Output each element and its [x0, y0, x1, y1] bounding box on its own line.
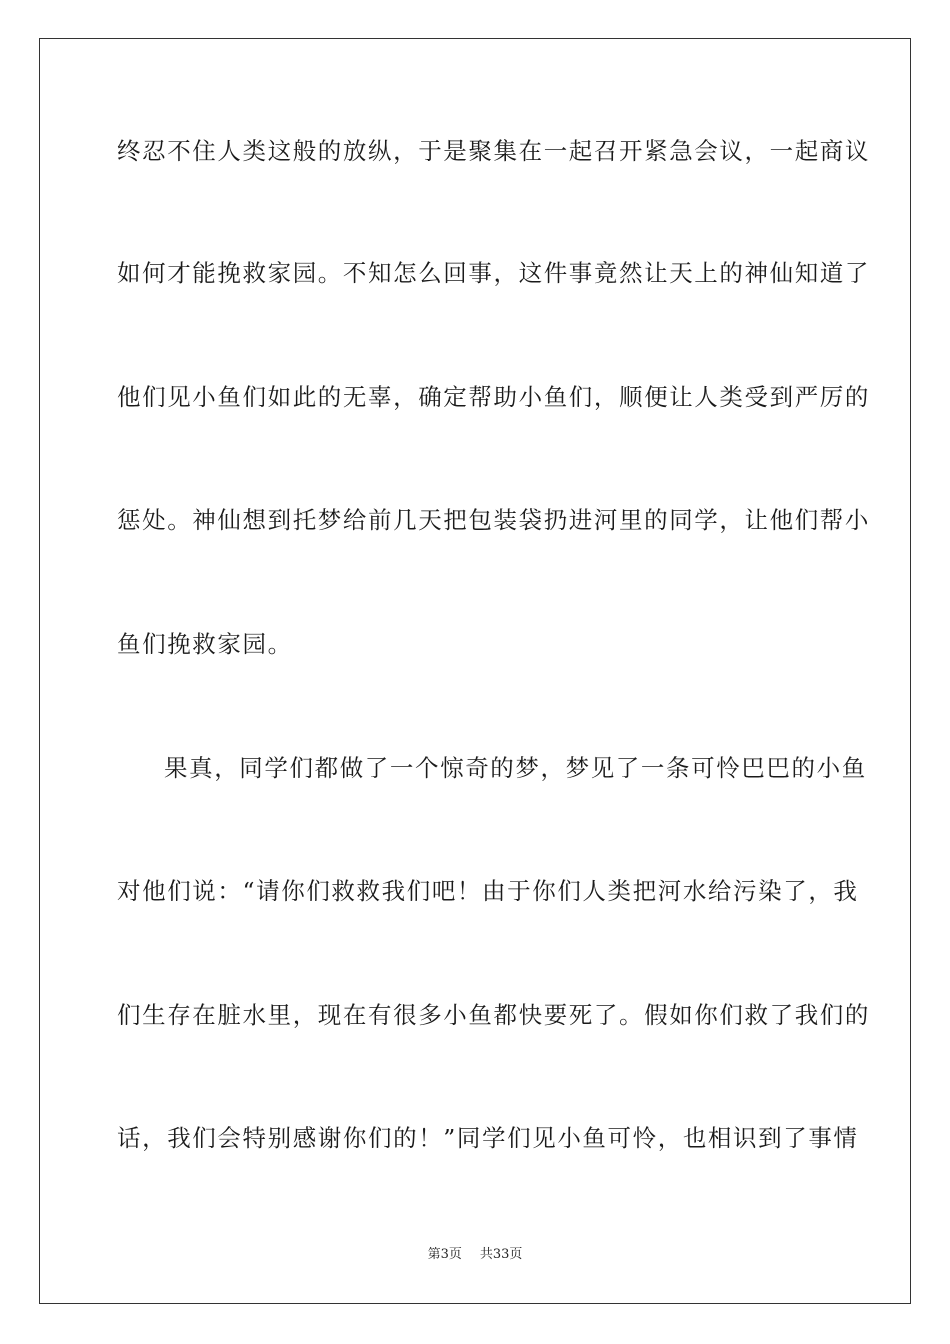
- page-border: [39, 38, 911, 1304]
- paragraph-line: 终忍不住人类这般的放纵，于是聚集在一起召开紧急会议，一起商议: [117, 137, 870, 165]
- paragraph-line: 如何才能挽救家园。不知怎么回事，这件事竟然让天上的神仙知道了: [117, 259, 870, 287]
- paragraph-line: 鱼们挽救家园。: [117, 630, 293, 658]
- page-footer: [0, 1246, 950, 1264]
- paragraph-line: 果真，同学们都做了一个惊奇的梦，梦见了一条可怜巴巴的小鱼: [164, 754, 867, 782]
- page-total: 共33页: [479, 1247, 523, 1262]
- paragraph-line: 惩处。神仙想到托梦给前几天把包装袋扔进河里的同学，让他们帮小: [117, 506, 870, 534]
- paragraph-line: 他们见小鱼们如此的无辜，确定帮助小鱼们，顺便让人类受到严厉的: [117, 383, 870, 411]
- paragraph-line: 们生存在脏水里，现在有很多小鱼都快要死了。假如你们救了我们的: [117, 1001, 870, 1029]
- page-number: 第3页: [427, 1247, 462, 1262]
- paragraph-line: 对他们说：“请你们救救我们吧！由于你们人类把河水给污染了，我: [117, 877, 859, 905]
- paragraph-line: 话，我们会特别感谢你们的！”同学们见小鱼可怜，也相识到了事情: [117, 1124, 859, 1152]
